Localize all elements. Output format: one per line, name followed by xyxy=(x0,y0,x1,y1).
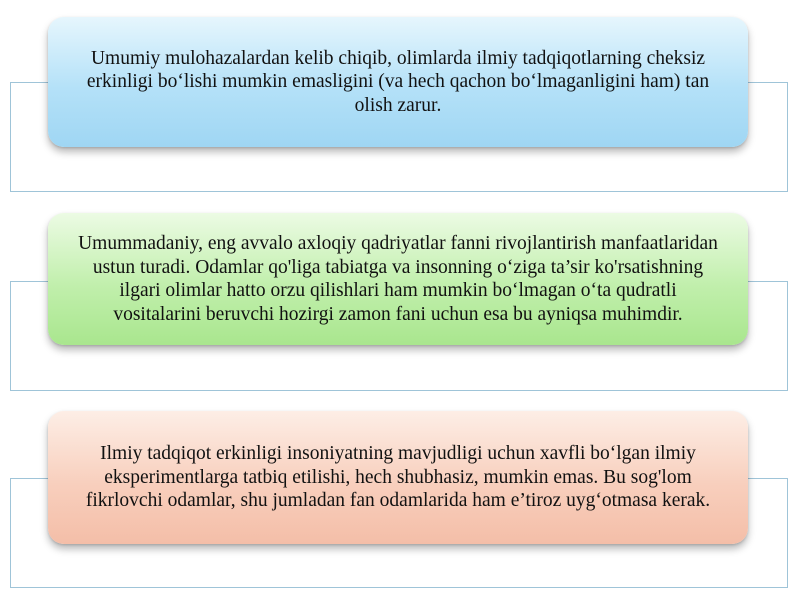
card-1-text: Umumiy mulohazalardan kelib chiqib, olimlarda ilmiy tadqiqotlarning cheksiz erkinligi bo‘lishi mumkin emasligini (va hech qachon bo‘lmaganligini ham) tan olish zarur. xyxy=(86,47,710,116)
text-card-3 xyxy=(48,411,748,544)
card-2-text: Umummadaniy, eng avvalo axloqiy qadriyatlar fanni rivojlantirish manfaatlaridan ustun turadi. Odamlar qo'liga tabiatga va insonning o‘ziga ta’sir ko'rsatishning ilgari olimlar hatto orzu qilishlari ham mumkin bo‘lmagan o‘ta qudratli vositalarini beruvchi hozirgi zamon fani uchun esa bu ayniqsa muhimdir. xyxy=(78,233,718,325)
text-card-1 xyxy=(48,17,748,147)
text-card-2 xyxy=(48,213,748,345)
card-3-text: Ilmiy tadqiqot erkinligi insoniyatning mavjudligi uchun xavfli bo‘lgan ilmiy eksperimentlarga tatbiq etilishi, hech shubhasiz, mumkin emas. Bu sog'lom fikrlovchi odamlar, shu jumladan fan odamlarida ham e’tiroz uyg‘otmasa kerak. xyxy=(85,443,711,512)
